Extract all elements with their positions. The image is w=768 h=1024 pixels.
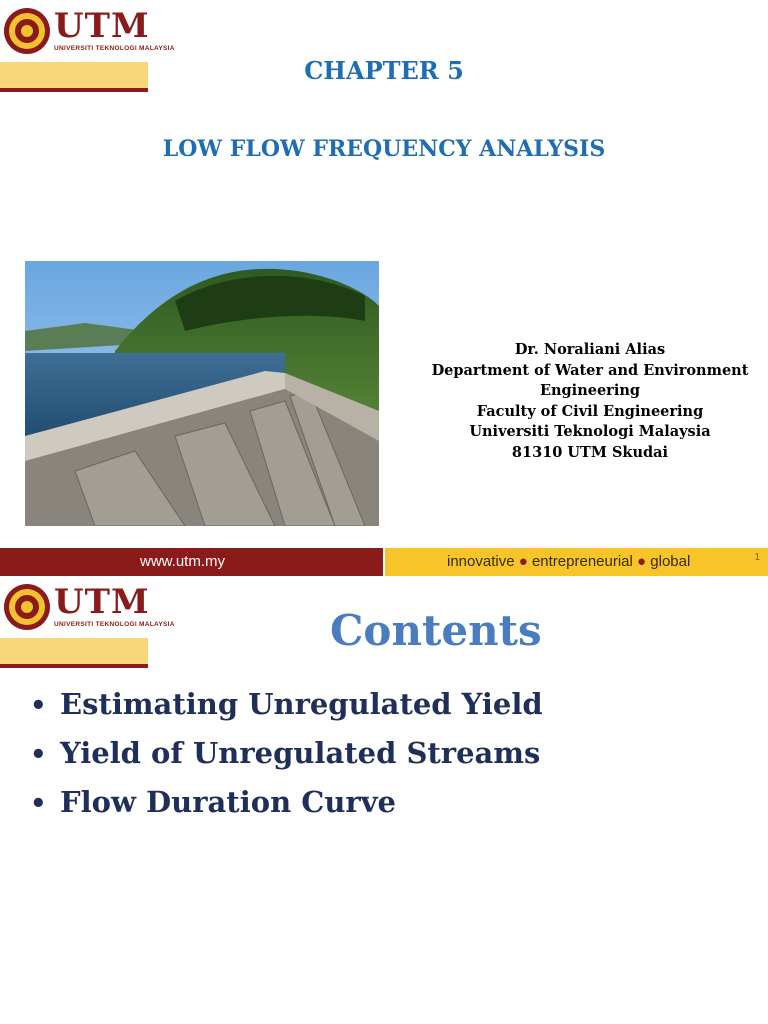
contents-slide <box>0 576 768 1024</box>
list-item-text: Flow Duration Curve <box>60 785 396 819</box>
contents-title: Contents <box>330 606 542 655</box>
tagline-separator-icon: ● <box>637 553 647 570</box>
author-university: Universiti Teknologi Malaysia <box>469 423 711 440</box>
tagline-separator-icon: ● <box>518 553 528 570</box>
bullet-icon: • <box>30 789 47 819</box>
tagline-innovative: innovative <box>447 553 515 570</box>
logo-subtext: UNIVERSITI TEKNOLOGI MALAYSIA <box>54 621 175 628</box>
list-item-text: Yield of Unregulated Streams <box>60 736 541 770</box>
footer-tagline <box>447 553 690 570</box>
footer-url: www.utm.my <box>140 553 226 570</box>
utm-seal-icon <box>4 584 50 630</box>
logo-subtext: UNIVERSITI TEKNOLOGI MALAYSIA <box>54 45 175 52</box>
page-number: 1 <box>754 552 760 563</box>
header-gold-bar <box>0 638 148 664</box>
bullet-icon: • <box>30 740 47 770</box>
author-faculty: Faculty of Civil Engineering <box>476 402 704 420</box>
author-address: 81310 UTM Skudai <box>511 443 669 461</box>
header-red-line <box>0 88 148 92</box>
list-item <box>30 684 543 733</box>
author-department: Department of Water and Environment <box>431 361 749 379</box>
contents-list <box>30 684 543 831</box>
author-department-cont: Engineering <box>539 382 641 399</box>
list-item <box>30 733 543 782</box>
author-name: Dr. Noraliani Alias <box>514 341 666 358</box>
list-item-text: Estimating Unregulated Yield <box>60 687 543 721</box>
footer-maroon-band <box>0 548 383 576</box>
tagline-global: global <box>650 553 691 570</box>
header-red-line <box>0 664 148 668</box>
chapter-heading: CHAPTER 5 <box>304 56 464 85</box>
bullet-icon: • <box>30 691 47 721</box>
logo-wordmark: UTM <box>54 6 150 46</box>
author-block <box>420 340 760 463</box>
tagline-entrepreneurial: entrepreneurial <box>531 553 633 570</box>
slide-footer <box>0 548 768 576</box>
logo-wordmark: UTM <box>54 582 150 622</box>
list-item <box>30 782 543 831</box>
utm-seal-icon <box>4 8 50 54</box>
utm-logo <box>4 582 175 634</box>
utm-logo <box>4 6 175 58</box>
dam-photo <box>25 261 379 526</box>
slide-title: LOW FLOW FREQUENCY ANALYSIS <box>162 136 606 162</box>
